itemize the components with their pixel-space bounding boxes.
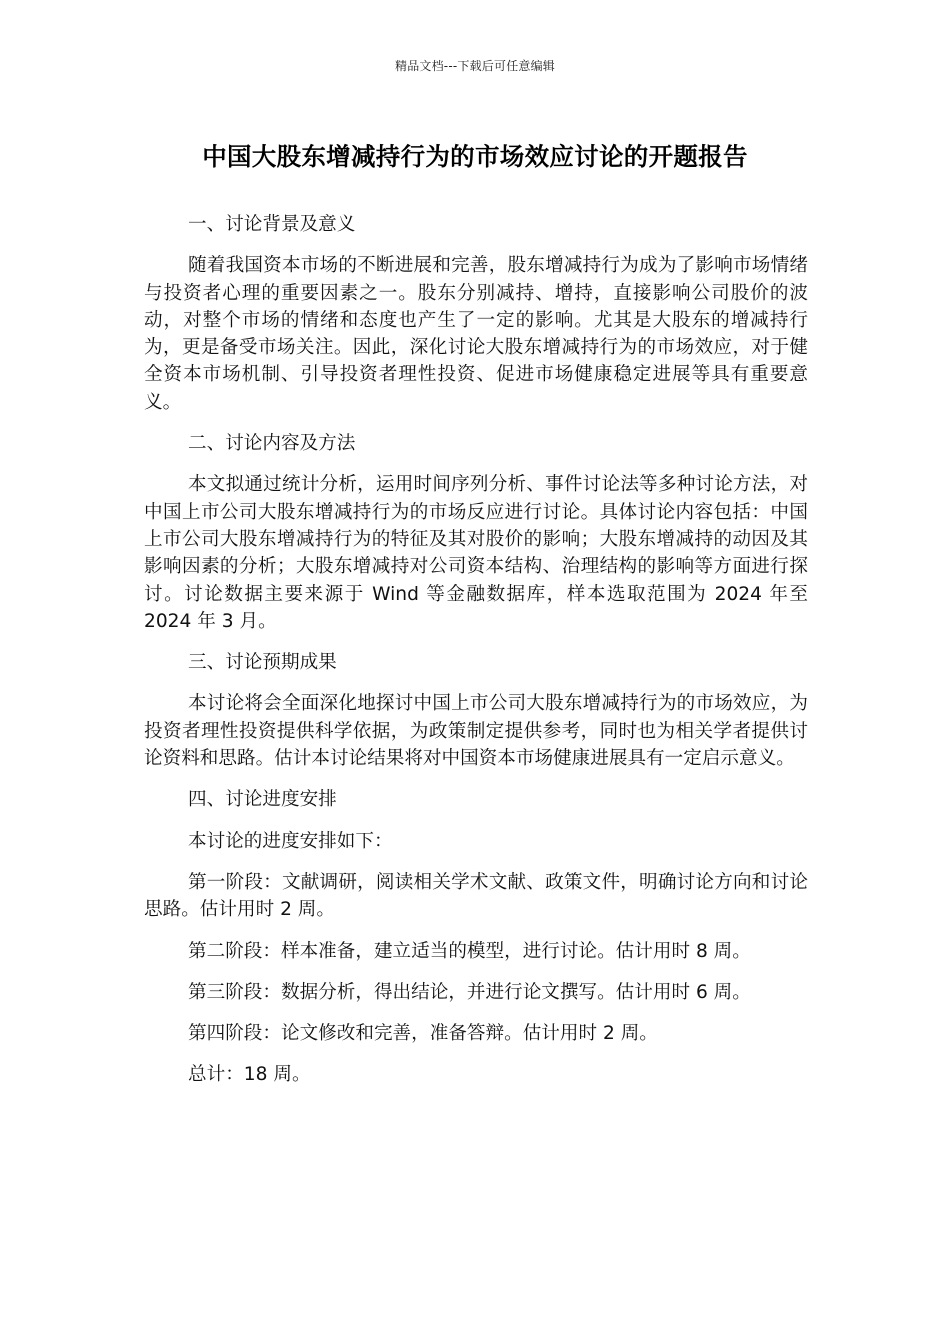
- section-heading: 二、讨论内容及方法: [188, 433, 356, 455]
- paragraph: 本讨论将会全面深化地探讨中国上市公司大股东增减持行为的市场效应，为投资者理性投资提供科学依据，为政策制定提供参考，同时也为相关学者提供讨论资料和思路。估计本讨论结果将对中国资本市场健康进展具有一定启示意义。: [144, 693, 808, 770]
- section-heading: 一、讨论背景及意义: [188, 214, 356, 235]
- document-title: 中国大股东增减持行为的市场效应讨论的开题报告: [202, 142, 748, 171]
- paragraph: 随着我国资本市场的不断进展和完善，股东增减持行为成为了影响市场情绪与投资者心理的重要因素之一。股东分别减持、增持，直接影响公司股价的波动，对整个市场的情绪和态度也产生了一定的影响。尤其是大股东的增减持行为，更是备受市场关注。因此，深化讨论大股东增减持行为的市场效应，对于健全资本市场机制、引导投资者理性投资、促进市场健康稳定进展等具有重要意义。: [144, 255, 808, 413]
- paragraph: 第二阶段：样本准备，建立适当的模型，进行讨论。估计用时 8 周。: [188, 940, 751, 962]
- paragraph: 总计：18 周。: [188, 1064, 311, 1086]
- paragraph: 第三阶段：数据分析，得出结论，并进行论文撰写。估计用时 6 周。: [188, 981, 751, 1003]
- paragraph: 第一阶段：文献调研，阅读相关学术文献、政策文件，明确讨论方向和讨论思路。估计用时 2 周。: [144, 871, 808, 921]
- document-body: [144, 211, 808, 1103]
- section-heading: 四、讨论进度安排: [188, 789, 337, 811]
- paragraph: 本文拟通过统计分析，运用时间序列分析、事件讨论法等多种讨论方法，对中国上市公司大股东增减持行为的市场反应进行讨论。具体讨论内容包括：中国上市公司大股东增减持行为的特征及其对股价的影响；大股东增减持的动因及其影响因素的分析；大股东增减持对公司资本结构、治理结构的影响等方面进行探讨。讨论数据主要来源于 Wind 等金融数据库，样本选取范围为 2024 年至 2024 年 3 月。: [144, 474, 808, 632]
- header-note: 精品文档---下载后可任意编辑: [395, 59, 555, 73]
- paragraph: 本讨论的进度安排如下：: [188, 830, 393, 852]
- paragraph: 第四阶段：论文修改和完善，准备答辩。估计用时 2 周。: [188, 1023, 658, 1045]
- section-heading: 三、讨论预期成果: [188, 652, 337, 674]
